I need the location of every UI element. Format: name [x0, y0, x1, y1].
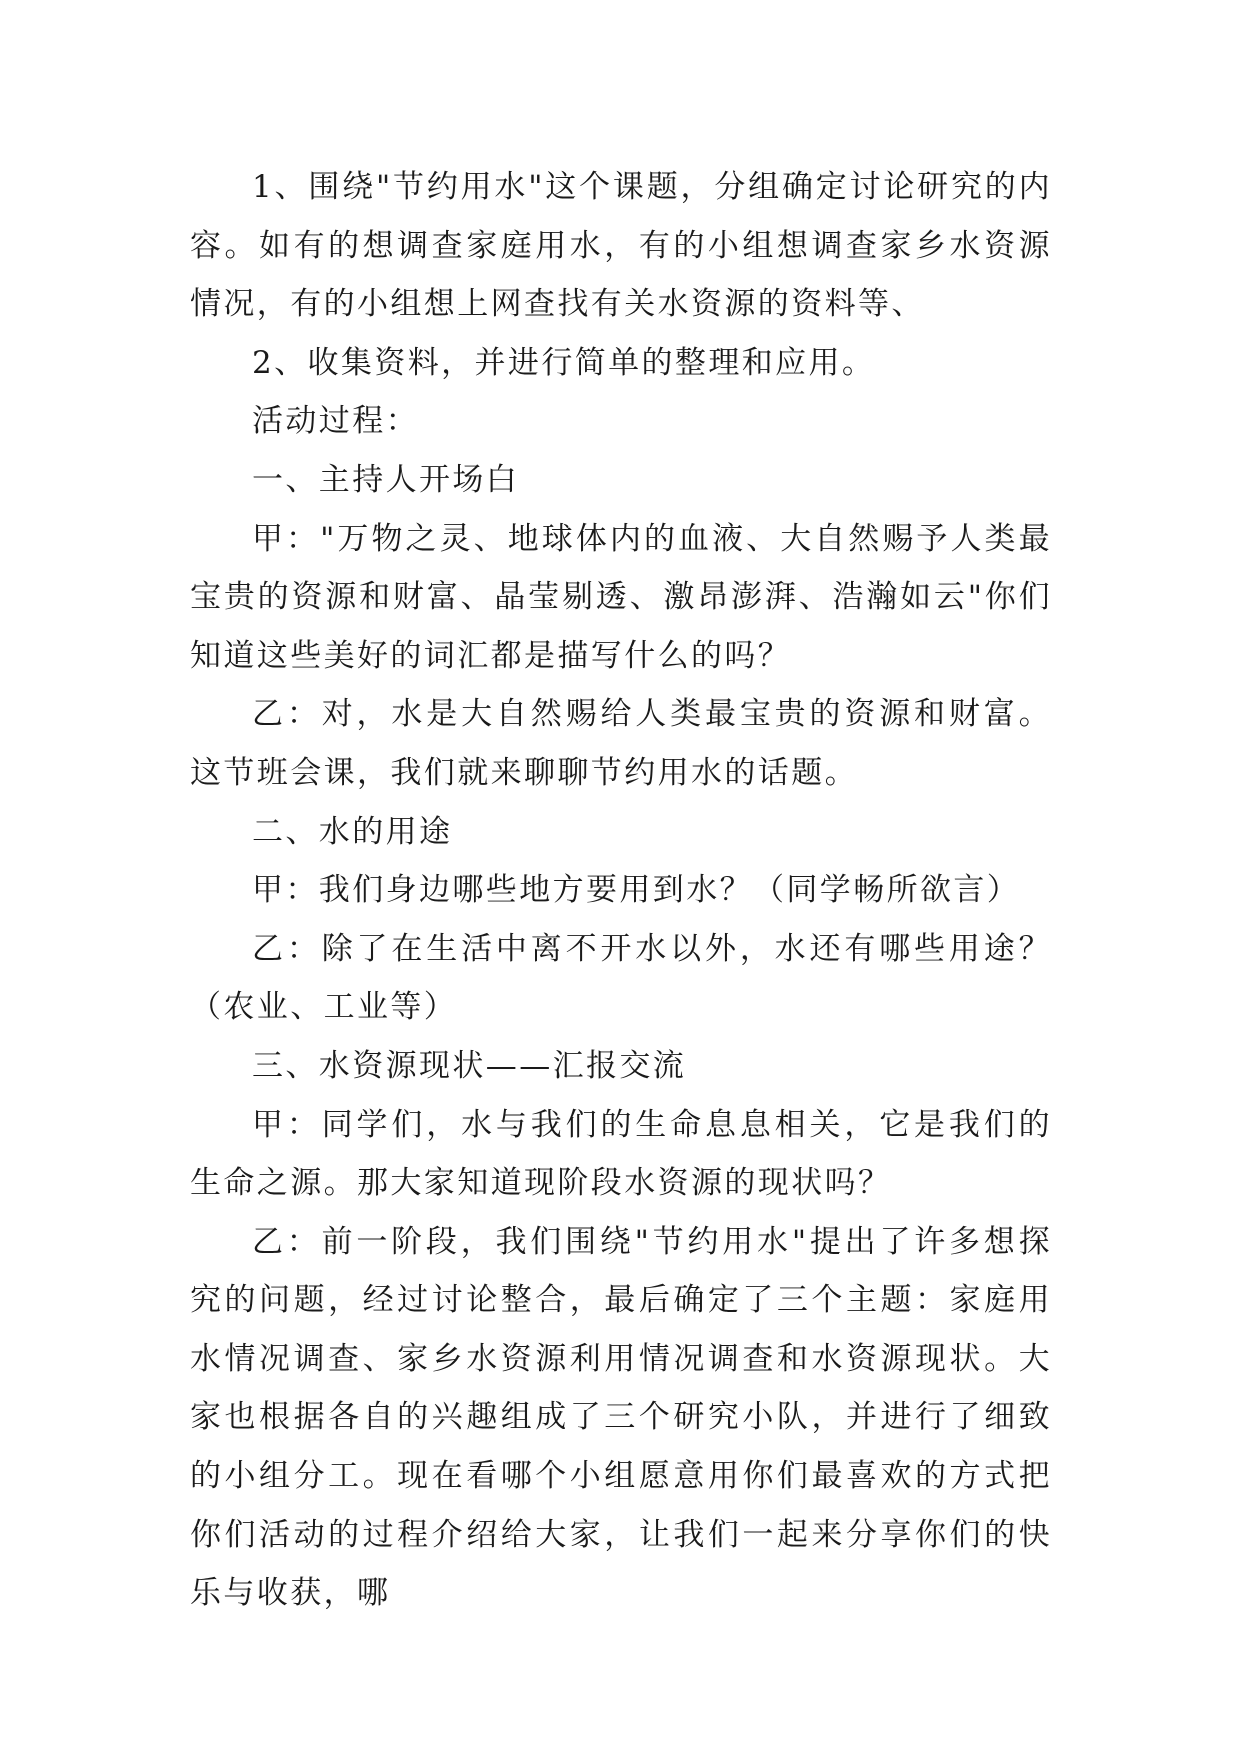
paragraph-task-1: 1、围绕"节约用水"这个课题，分组确定讨论研究的内容。如有的想调查家庭用水，有的小组想调查家乡水资源情况，有的小组想上网查找有关水资源的资料等、 — [190, 169, 1052, 323]
document-body — [190, 158, 1052, 1623]
paragraph-host-a-opening: 甲："万物之灵、地球体内的血液、大自然赐予人类最宝贵的资源和财富、晶莹剔透、激昂澎湃、浩瀚如云"你们知道这些美好的词汇都是描写什么的吗？ — [190, 520, 1052, 674]
paragraph-host-a-status: 甲：同学们，水与我们的生命息息相关，它是我们的生命之源。那大家知道现阶段水资源的现状吗？ — [190, 1106, 1052, 1202]
section-heading-opening: 一、主持人开场白 — [252, 461, 520, 498]
section-heading-water-status: 三、水资源现状——汇报交流 — [252, 1047, 687, 1084]
paragraph-task-2: 2、收集资料，并进行简单的整理和应用。 — [252, 344, 876, 381]
paragraph-host-b-status: 乙：前一阶段，我们围绕"节约用水"提出了许多想探究的问题，经过讨论整合，最后确定了三个主题：家庭用水情况调查、家乡水资源利用情况调查和水资源现状。大家也根据各自的兴趣组成了三个研究小队，并进行了细致的小组分工。现在看哪个小组愿意用你们最喜欢的方式把你们活动的过程介绍给大家，让我们一起来分享你们的快乐与收获，哪 — [190, 1223, 1052, 1612]
paragraph-host-a-uses: 甲：我们身边哪些地方要用到水？（同学畅所欲言） — [252, 872, 1021, 909]
heading-activity-process: 活动过程： — [252, 403, 419, 440]
paragraph-host-b-uses: 乙：除了在生活中离不开水以外，水还有哪些用途？（农业、工业等） — [190, 930, 1052, 1026]
section-heading-water-uses: 二、水的用途 — [252, 813, 453, 850]
paragraph-host-b-opening: 乙：对，水是大自然赐给人类最宝贵的资源和财富。这节班会课，我们就来聊聊节约用水的话题。 — [190, 696, 1052, 791]
